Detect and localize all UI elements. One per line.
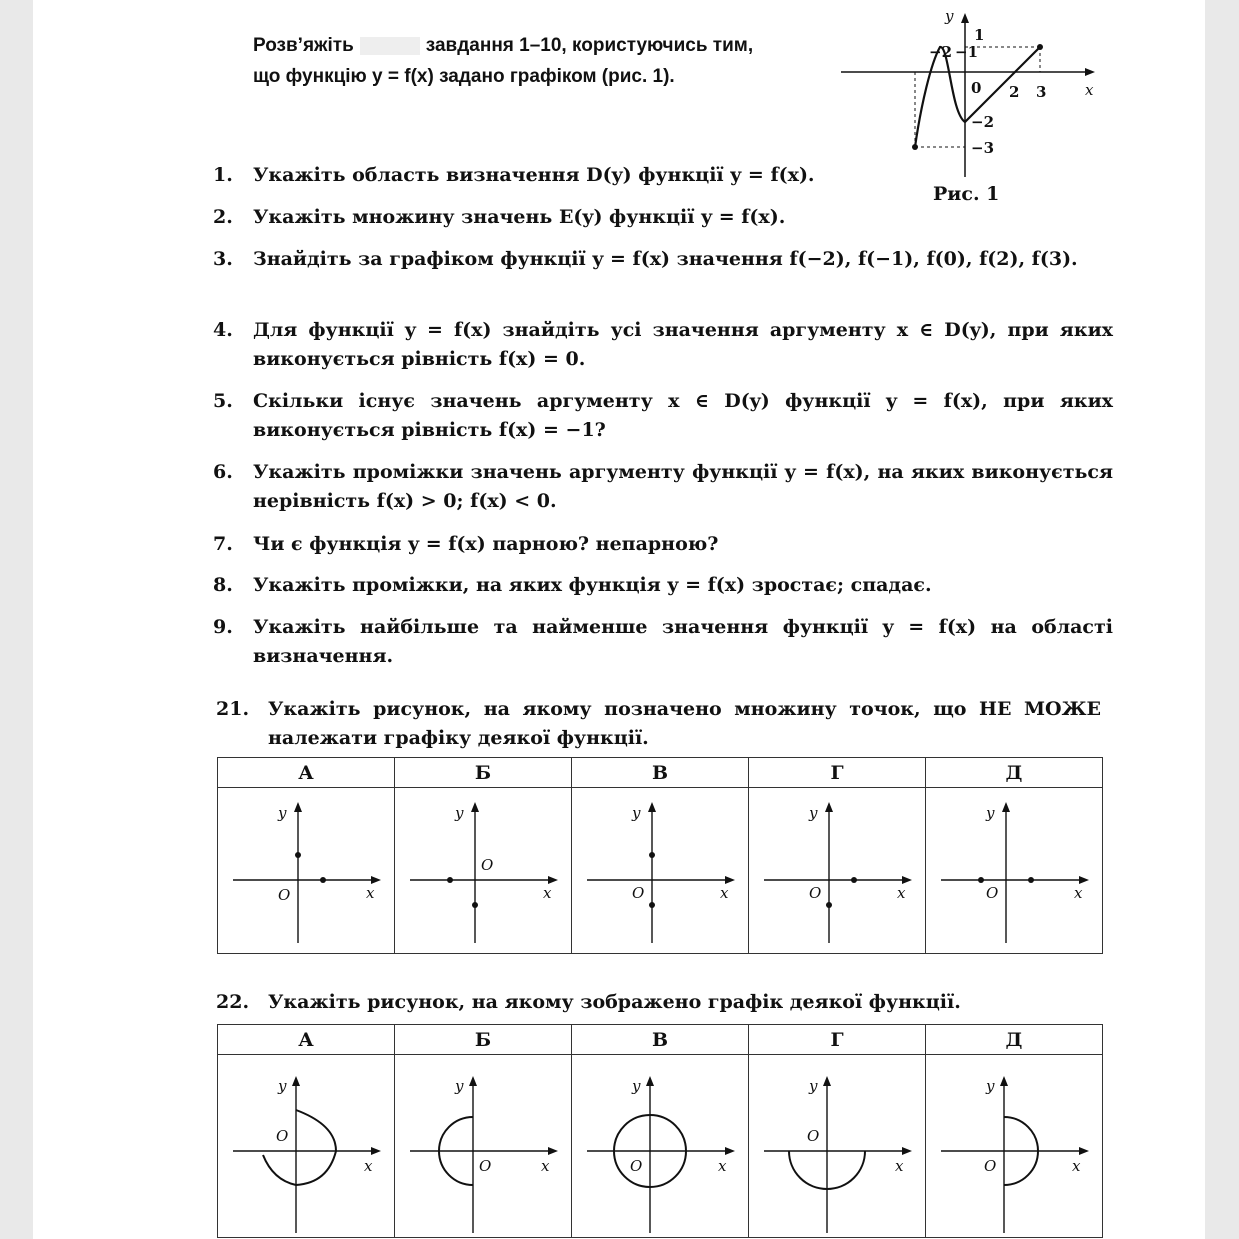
x-label: x [366,884,375,902]
x-label: x [364,1157,373,1175]
y-label: y [455,1077,464,1095]
y-arrow-icon [1000,1076,1008,1086]
point [447,877,453,883]
tick-x-minus1: −1 [955,43,979,61]
question-number: 9. [213,616,233,638]
worksheet-page [33,0,1205,1239]
y-arrow-icon [471,802,479,812]
y-arrow-icon [294,802,302,812]
y-label: y [278,1077,287,1095]
point [649,902,655,908]
origin-label: O [809,884,822,902]
q22-option-c-figure [572,1055,749,1238]
question-9 [213,613,1113,671]
question-text: Знайдіть за графіком функції y = f(x) значення f(−2), f(−1), f(0), f(2), f(3). [253,248,1078,270]
question-text: Укажіть проміжки значень аргументу функції y = f(x), на яких виконується нерівність f(x) > 0; f(x) < 0. [253,461,1113,512]
tick-y-minus3: −3 [971,139,995,157]
tick-y-1: 1 [974,26,985,44]
q21-option-d-figure [749,788,926,954]
question-number: 6. [213,461,233,483]
tick-x-minus2: −2 [929,43,953,61]
y-label: y [809,1077,818,1095]
question-text: Укажіть рисунок, на якому зображено графік деякої функції. [268,991,961,1013]
x-arrow-icon [548,1147,558,1155]
y-arrow-icon [823,1076,831,1086]
y-label: y [632,804,641,822]
q22-option-c-header: В [572,1025,749,1055]
y-arrow-icon [292,1076,300,1086]
origin-label: O [278,886,291,904]
q21-option-c-figure [572,788,749,954]
question-number: 7. [213,533,233,555]
tick-y-minus2: −2 [971,113,995,131]
y-arrow-icon [1002,802,1010,812]
q21-option-e-header: Д [926,758,1103,788]
x-label: x [1074,884,1083,902]
question-number: 2. [213,206,233,228]
q22-option-e-header: Д [926,1025,1103,1055]
question-text: Укажіть проміжки, на яких функція y = f(x) зростає; спадає. [253,574,932,596]
x-arrow-icon [902,1147,912,1155]
intro-text [253,30,813,92]
question-text: Укажіть область визначення D(y) функції y = f(x). [253,164,815,186]
q22-option-b-figure [395,1055,572,1238]
question-22 [216,988,1101,1017]
x-label: x [541,1157,550,1175]
y-axis-arrow-icon [961,13,969,23]
x-arrow-icon [1079,1147,1089,1155]
point [1028,877,1034,883]
figure-1-graph [833,5,1103,185]
origin-label: O [481,856,494,874]
y-label: y [455,804,464,822]
x-arrow-icon [725,1147,735,1155]
curve [263,1110,336,1185]
q21-option-b-header: Б [395,758,572,788]
question-text: Чи є функція y = f(x) парною? непарною? [253,533,719,555]
tick-x-3: 3 [1036,83,1047,101]
q21-option-a-figure [218,788,395,954]
q22-options-table [217,1024,1103,1238]
q22-option-a-figure [218,1055,395,1238]
question-number: 21. [216,698,250,720]
y-arrow-icon [648,802,656,812]
q22-option-d-header: Г [749,1025,926,1055]
x-arrow-icon [371,876,381,884]
q21-option-b-figure [395,788,572,954]
question-number: 22. [216,991,250,1013]
x-label: x [718,1157,727,1175]
intro-line1-start: Розв’яжіть [253,35,354,56]
question-number: 5. [213,390,233,412]
y-label: y [278,804,287,822]
origin-label: O [630,1157,643,1175]
q22-option-b-header: Б [395,1025,572,1055]
redacted-gap [360,37,420,55]
x-label: x [897,884,906,902]
question-7 [213,530,1113,559]
question-1 [213,161,853,190]
question-text: Скільки існує значень аргументу x ∈ D(y) функції y = f(x), при яких виконується рівність f(x) = −1? [253,390,1113,441]
point [826,902,832,908]
y-label: y [986,1077,995,1095]
origin-label: O [276,1127,289,1145]
question-21 [216,695,1101,753]
x-label: x [895,1157,904,1175]
tick-x-2: 2 [1009,83,1020,101]
figure-1-caption: Рис. 1 [933,183,1000,205]
point [978,877,984,883]
x-axis-label: x [1085,81,1094,99]
question-5 [213,387,1113,445]
x-arrow-icon [902,876,912,884]
question-text: Укажіть рисунок, на якому позначено множину точок, що НЕ МОЖЕ належати графіку деякої функції. [268,698,1101,749]
q22-option-e-figure [926,1055,1103,1238]
q21-option-e-figure [926,788,1103,954]
question-3 [213,245,1113,274]
origin-label: O [632,884,645,902]
question-8 [213,571,1113,600]
intro-line2: що функцію y = f(x) задано графіком (рис. 1). [253,66,675,87]
y-arrow-icon [646,1076,654,1086]
question-4 [213,316,1113,374]
question-text: Укажіть найбільше та найменше значення функції y = f(x) на області визначення. [253,616,1113,667]
question-text: Для функції y = f(x) знайдіть усі значення аргументу x ∈ D(y), при яких виконується рівність f(x) = 0. [253,319,1113,370]
x-arrow-icon [725,876,735,884]
y-axis-label: y [945,7,954,25]
x-arrow-icon [371,1147,381,1155]
point [320,877,326,883]
origin-label: O [479,1157,492,1175]
point [649,852,655,858]
question-2 [213,203,853,232]
x-label: x [720,884,729,902]
tick-x-0: 0 [971,79,982,97]
y-arrow-icon [469,1076,477,1086]
x-axis-arrow-icon [1085,68,1095,76]
y-arrow-icon [825,802,833,812]
question-number: 8. [213,574,233,596]
y-label: y [632,1077,641,1095]
intro-line1-end: завдання 1–10, користуючись тим, [425,35,754,56]
question-text: Укажіть множину значень E(y) функції y = f(x). [253,206,786,228]
q21-options-table [217,757,1103,954]
origin-label: O [807,1127,820,1145]
q22-option-a-header: А [218,1025,395,1055]
point [472,902,478,908]
y-label: y [809,804,818,822]
x-label: x [543,884,552,902]
x-arrow-icon [548,876,558,884]
question-6 [213,458,1113,516]
question-number: 1. [213,164,233,186]
question-number: 4. [213,319,233,341]
y-label: y [986,804,995,822]
question-number: 3. [213,248,233,270]
q21-option-c-header: В [572,758,749,788]
q22-option-d-figure [749,1055,926,1238]
point [851,877,857,883]
curve-start-point [912,144,918,150]
q21-option-d-header: Г [749,758,926,788]
origin-label: O [984,1157,997,1175]
curve-end-point [1037,44,1043,50]
point [295,852,301,858]
q21-option-a-header: А [218,758,395,788]
x-arrow-icon [1079,876,1089,884]
origin-label: O [986,884,999,902]
x-label: x [1072,1157,1081,1175]
